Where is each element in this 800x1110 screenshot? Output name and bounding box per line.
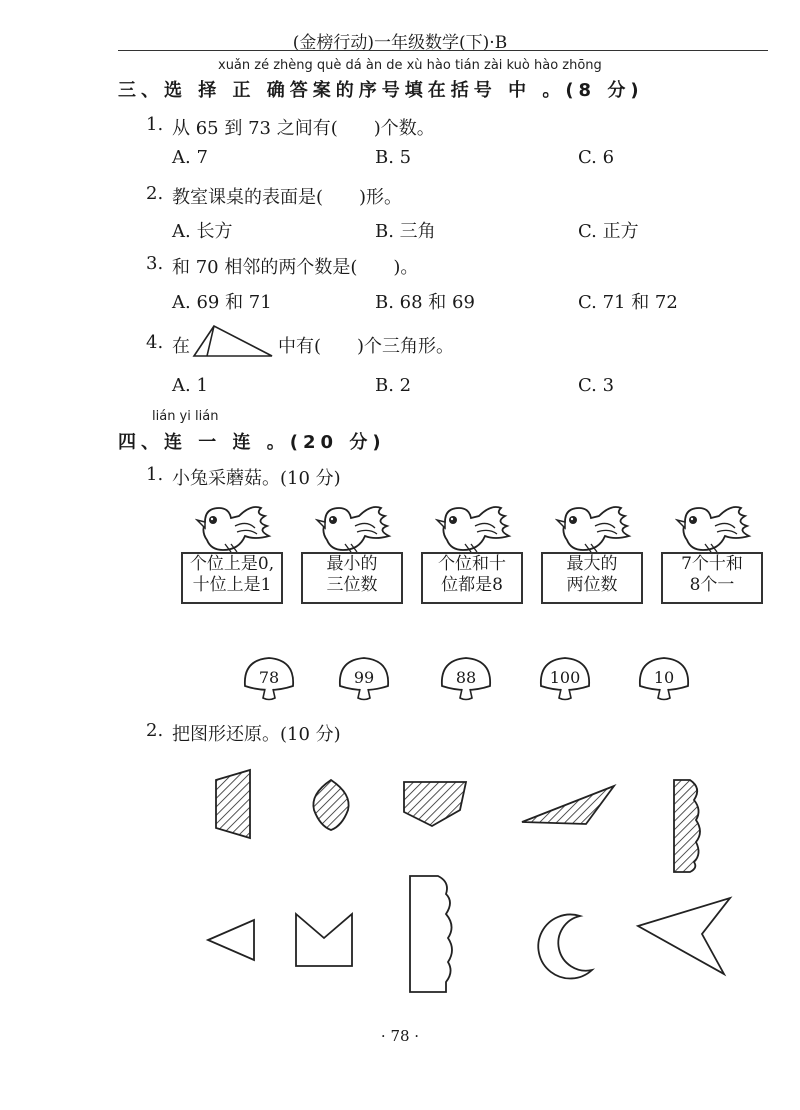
section4-pinyin: lián yi lián [152,409,219,424]
hatched-leaf-shape[interactable] [308,778,354,832]
q1-option-a[interactable]: A. 7 [172,147,208,168]
section4-title: 四、连 一 连 。(20 分) [118,432,386,453]
mushroom-label: 78 [258,668,280,687]
mushroom-label: 99 [353,668,375,687]
clue-card-3[interactable] [421,552,523,604]
mushroom-label: 10 [653,668,675,687]
triangle-outline-shape[interactable] [204,914,258,966]
clue-card-line: 两位数 [566,575,618,595]
clue-card-4[interactable] [541,552,643,604]
bird-icon [315,500,395,558]
s4-q1-number: 1. [146,464,164,485]
triangle-figure [190,322,276,360]
q4-option-b[interactable]: B. 2 [375,375,412,396]
q3-number: 3. [146,253,164,274]
q3-option-a[interactable]: A. 69 和 71 [172,292,272,313]
clue-card-line: 个位上是0, [189,554,275,574]
mushroom-label: 88 [455,668,477,687]
bird-icon [195,500,275,558]
hatched-torn-strip-shape[interactable] [668,776,708,876]
q2-option-b[interactable]: B. 三角 [375,221,436,242]
crescent-outline-shape[interactable] [534,910,596,980]
s4-q2-number: 2. [146,720,164,741]
arrow-outline-shape[interactable] [634,894,734,978]
clue-card-2[interactable] [301,552,403,604]
q1-number: 1. [146,114,164,135]
bird-icon [675,500,755,558]
q2-number: 2. [146,183,164,204]
hatched-triangle-shape[interactable] [518,784,618,828]
clue-card-line: 8个一 [689,575,735,595]
clue-card-line: 个位和十 [438,554,506,574]
s4-q1-text: 小兔采蘑菇。(10 分) [172,468,341,489]
q3-option-b[interactable]: B. 68 和 69 [375,292,475,313]
bird-icon [435,500,515,558]
section3-title: 三、选 择 正 确答案的序号填在括号 中 。(8 分) [118,80,644,101]
q4-option-c[interactable]: C. 3 [578,375,615,396]
clue-card-line: 最大的 [566,554,618,574]
q4-option-a[interactable]: A. 1 [172,375,208,396]
q1-text: 从 65 到 73 之间有( )个数。 [172,118,435,139]
bird-icon [555,500,635,558]
mushroom-label: 100 [549,668,581,687]
clue-card-5[interactable] [661,552,763,604]
clue-card-line: 最小的 [326,554,378,574]
q3-option-c[interactable]: C. 71 和 72 [578,292,678,313]
q2-text: 教室课桌的表面是( )形。 [172,187,403,208]
clue-card-line: 7个十和 [681,554,743,574]
header-divider [118,50,768,51]
clue-card-line: 三位数 [326,575,378,595]
torn-rectangle-outline-shape[interactable] [406,872,460,996]
clue-card-line: 十位上是1 [192,575,272,595]
hatched-pentagon-shape[interactable] [400,778,470,830]
hatched-trapezoid-shape[interactable] [212,768,256,840]
q2-option-c[interactable]: C. 正方 [578,221,639,242]
q4-text-before: 在 [172,336,190,357]
m-outline-shape[interactable] [292,910,356,970]
q3-text: 和 70 相邻的两个数是( )。 [172,257,419,278]
clue-card-line: 位都是8 [441,575,503,595]
q4-text-after: 中有( )个三角形。 [278,336,455,357]
page-header: (金榜行动)一年级数学(下)·B [292,33,508,53]
q1-option-c[interactable]: C. 6 [578,147,615,168]
page-number: · 78 · [380,1027,420,1045]
q4-number: 4. [146,332,164,353]
s4-q2-text: 把图形还原。(10 分) [172,724,341,745]
q2-option-a[interactable]: A. 长方 [172,221,233,242]
clue-card-1[interactable] [181,552,283,604]
section3-pinyin: xuǎn zé zhèng què dá àn de xù hào tián zài kuò hào zhōng [218,58,602,73]
q1-option-b[interactable]: B. 5 [375,147,412,168]
